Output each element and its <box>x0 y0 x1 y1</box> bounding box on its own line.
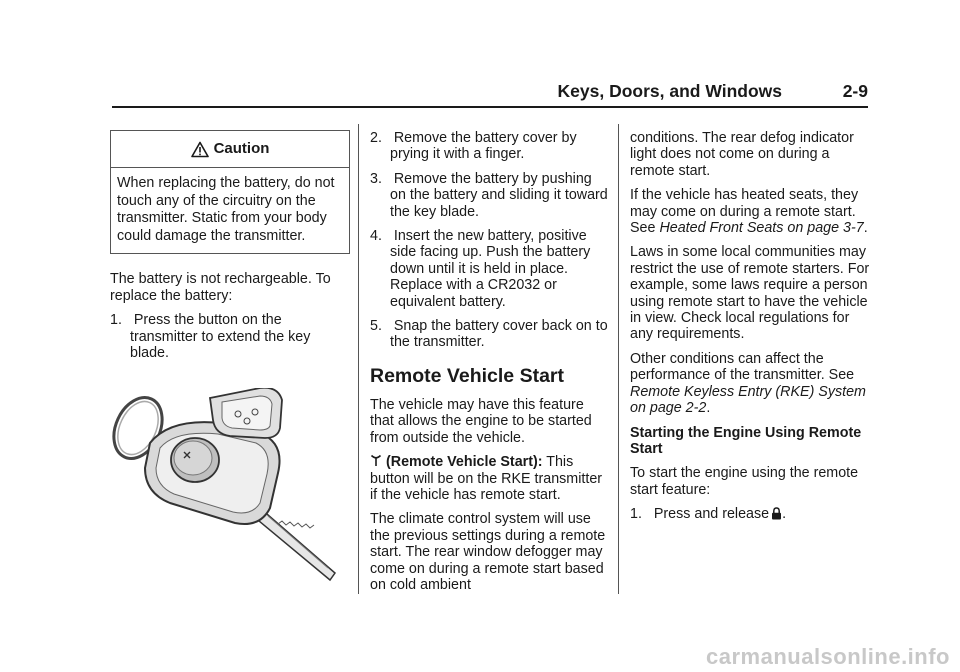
column-divider <box>358 124 359 594</box>
step-number: 2. <box>370 130 382 146</box>
step-number: 4. <box>370 228 382 245</box>
page-number: 2-9 <box>842 81 868 101</box>
step-text: Remove the battery by pushing on the battery and sliding it toward the key blade. <box>390 170 608 220</box>
lock-button-icon <box>771 507 782 520</box>
step-1 <box>110 312 350 361</box>
page-header <box>112 78 868 108</box>
paragraph-end: . <box>706 400 711 417</box>
column-1 <box>110 130 350 369</box>
paragraph-text: Other conditions can affect the performance of the transmitter. See <box>630 350 855 384</box>
step-number: 1. <box>630 506 642 523</box>
step-3 <box>370 171 610 220</box>
step-text: Press and release <box>653 506 770 523</box>
feature-text: This button will be on the RKE transmitter if the vehicle has remote start. <box>370 454 603 503</box>
conditions-paragraph <box>630 351 870 417</box>
step-end: . <box>782 506 787 523</box>
step-text: Remove the battery cover by prying it with a finger. <box>390 130 577 163</box>
caution-header <box>111 131 349 168</box>
section-title: Keys, Doors, and Windows <box>557 81 782 101</box>
climate-paragraph: The climate control system will use the previous settings during a remote start. The rear window defogger may come on during a remote start based on cold ambient <box>370 511 606 593</box>
caution-title: Caution <box>213 139 270 157</box>
heated-seats-reference[interactable]: Heated Front Seats on page 3-7 <box>659 220 864 237</box>
defog-paragraph: conditions. The rear defog indicator light does not come on during a remote start. <box>630 130 854 179</box>
start-feature-paragraph: To start the engine using the remote start feature: <box>630 465 859 498</box>
step-5 <box>370 318 610 351</box>
step-text: Insert the new battery, positive side facing up. Push the battery down until it is held in place. Replace with a CR2032 or equivalent battery. <box>390 228 591 310</box>
step-2 <box>370 130 610 163</box>
start-step-1 <box>630 506 870 522</box>
column-3 <box>630 130 870 531</box>
key-fob-illustration <box>110 388 345 583</box>
subheading: Starting the Engine Using Remote Start <box>630 424 862 457</box>
caution-triangle-icon <box>191 141 209 158</box>
column-2 <box>370 130 610 601</box>
section-heading: Remote Vehicle Start <box>370 364 564 387</box>
remote-start-icon <box>370 454 382 467</box>
step-number: 1. <box>110 312 122 329</box>
caution-box <box>110 130 350 254</box>
step-number: 3. <box>370 170 382 187</box>
heated-seats-paragraph <box>630 187 870 236</box>
caution-text: When replacing the battery, do not touch any of the circuitry on the transmitter. Static from your body could damage the transmitter. <box>117 175 335 244</box>
feature-label: (Remote Vehicle Start): <box>385 454 543 471</box>
column-divider <box>618 124 619 594</box>
step-text: Snap the battery cover back on to the transmitter. <box>390 318 608 351</box>
watermark: carmanualsonline.info <box>706 644 950 669</box>
paragraph-end: . <box>863 220 868 237</box>
battery-paragraph: The battery is not rechargeable. To replace the battery: <box>110 271 331 304</box>
step-text: Press the button on the transmitter to extend the key blade. <box>130 312 311 361</box>
step-number: 5. <box>370 318 382 335</box>
feature-paragraph <box>370 454 610 503</box>
laws-paragraph: Laws in some local communities may restrict the use of remote starters. For example, some laws require a person using remote start to have the vehicle in view. Check local regulations for any requirements. <box>630 244 870 343</box>
intro-paragraph: The vehicle may have this feature that allows the engine to be started from outside the vehicle. <box>370 396 592 446</box>
step-4 <box>370 228 610 310</box>
paragraph-text: If the vehicle has heated seats, they may come on during a remote start. See <box>630 187 859 237</box>
rke-reference[interactable]: Remote Keyless Entry (RKE) System on page 2-2 <box>630 383 866 417</box>
